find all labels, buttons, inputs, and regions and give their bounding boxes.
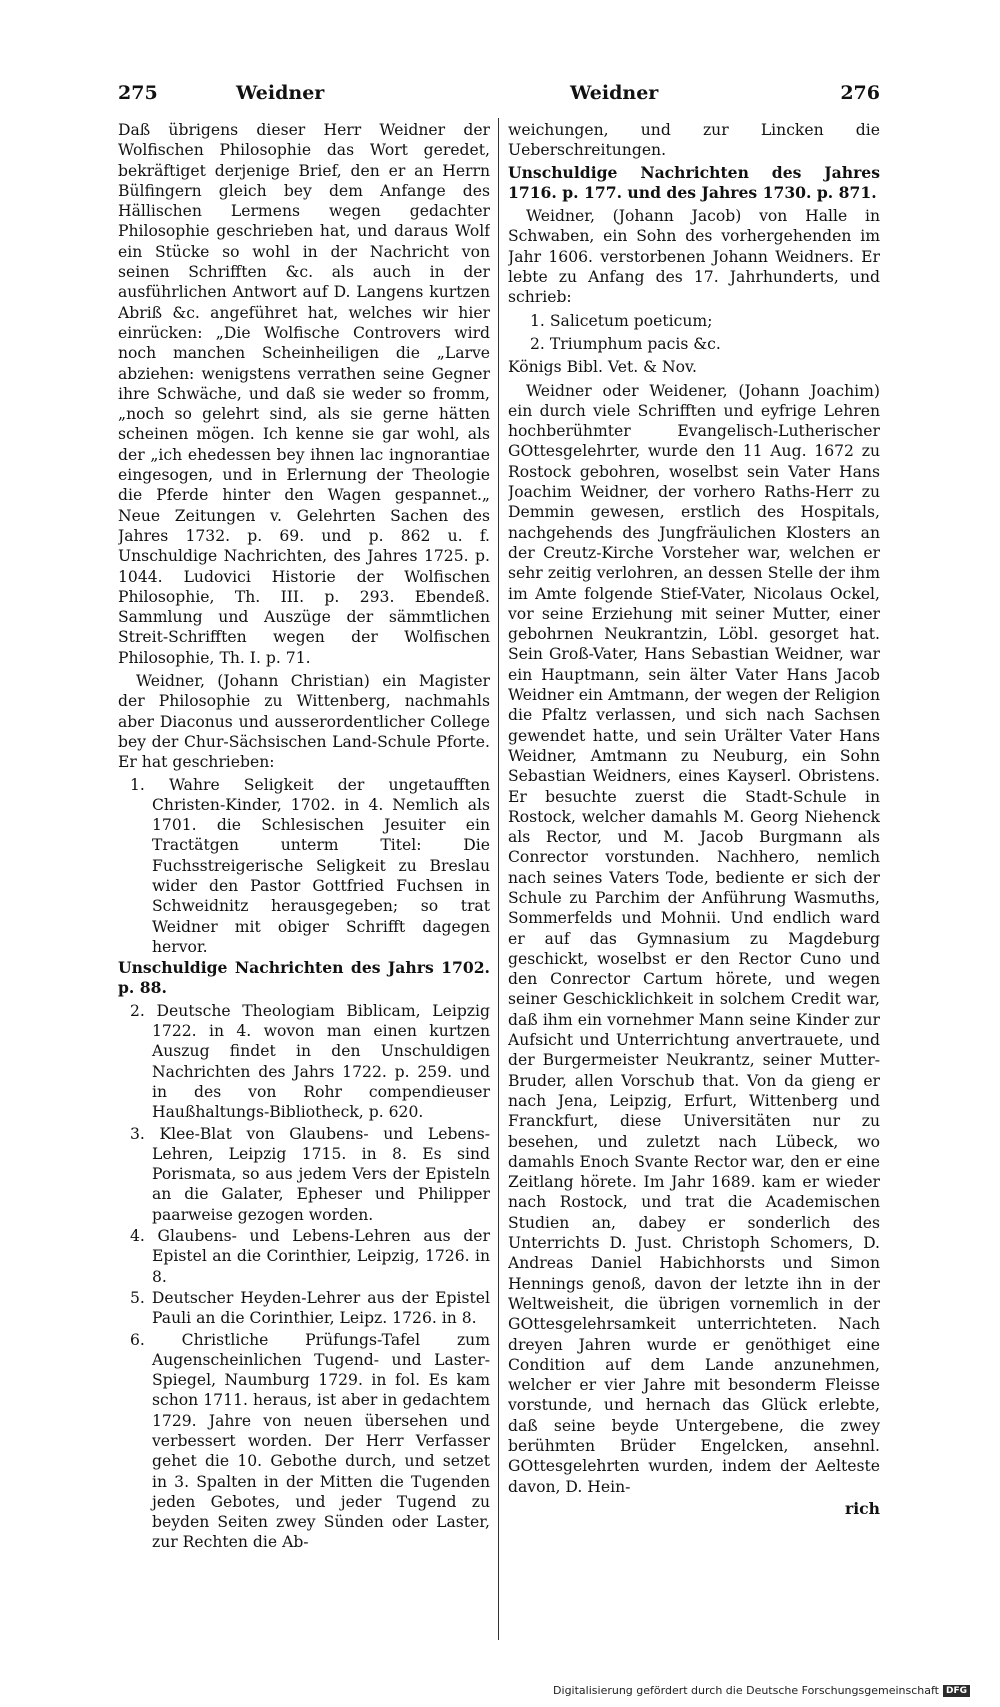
- citation: Unschuldige Nachrichten des Jahrs 1702. p. 88.: [118, 958, 490, 998]
- header-word-right: Weidner: [570, 82, 659, 104]
- list-item: 2. Deutsche Theologiam Biblicam, Leipzig 1722. in 4. wovon man einen kurtzen Auszug findet in den Unschuldigen Nachrichten des Jahrs 1722. p. 259. und in des von Rohr compendieuser Haußhaltungs-Bibliotheck, p. 620.: [130, 1001, 490, 1122]
- paragraph-continuation: weichungen, und zur Lincken die Ueberschreitungen.: [508, 121, 880, 160]
- digitization-credit: [553, 1684, 970, 1697]
- entry-johann-joachim: Weidner oder Weidener, (Johann Joachim) ein durch viele Schrifften und eyfrige Lehren hochberühmter Evangelisch-Lutherischer GOttesgelehrter, wurde den 11 Aug. 1672 zu Rostock gebohren, woselbst sein Vater Hans Joachim Weidner, der vorhero Raths-Herr zu Demmin gewesen, erstlich des Hospitals, nachgehends des Jungfräulichen Klosters an der Creutz-Kirche Vorsteher war, welchen er sehr zeitig verlohren, an dessen Stelle der ihm im Amte folgende Stief-Vater, Nicolaus Ockel, vor seine Erziehung mit seiner Mutter, einer gebohrnen Neukrantzin, Löbl. gesorget hat. Sein Groß-Vater, Hans Sebastian Weidner, war ein Hauptmann, sein älter Vater Hans Jacob Weidner ein Amtmann, der wegen der Religion die Pfaltz verlassen, und sich nach Sachsen gewendet hatte, und sein Urälter Vater Hans Weidner, Amtmann zu Neuburg, ein Sohn Sebastian Weidners, eines Kayserl. Obristens. Er besuchte zuerst die Stadt-Schule in Rostock, welcher damahls M. Georg Niehenck als Rector, und M. Jacob Burgmann als Conrector vorstunden. Nachhero, nemlich nach seines Vaters Tode, bediente er sich der Schule zu Parchim der Anführung Wasmuths, Sommerfelds und Mohnii. Und endlich ward er auf das Gymnasium zu Magdeburg geschickt, woselbst er den Rector Cuno und den Conrector Cartum hörete, und wegen seiner Geschicklichkeit in solchem Credit war, daß ihm ein vornehmer Mann seine Kinder zur Aufsicht und Unterrichtung anvertrauete, und der Burgermeister Neukrantz, seiner Mutter-Bruder, allen Vorschub that. Von da gieng er nach Jena, Leipzig, Erfurt, Wittenberg und Franckfurt, diese Universitäten nur zu besehen, und zuletzt nach Lübeck, wo damahls Enoch Svante Rector war, den er eine Zeitlang hörete. Im Jahr 1689. kam er wieder nach Rostock, und trat die Academischen Studien an, dabey er sonderlich des Unterrichts D. Just. Christoph Schomers, D. Andreas Daniel Habichhorsts und Simon Hennings genoß, davon der letzte ihn in der Weltweisheit, die übrigen vornemlich in der GOttesgelehrsamkeit unterrichteten. Nach dreyen Jahren wurde er genöthiget eine Condition auf dem Lande anzunehmen, welcher er vier Jahre mit besonderm Fleisse vorstunde, und hernach das Glück erlebte, daß seine beyde Untergebene, die zwey berühmten Brüder Engelcken, ansehnl. GOttesgelehrten wurden, indem der Aelteste davon, D. Hein-: [508, 381, 880, 1496]
- right-column: [508, 120, 880, 1665]
- works-list-johann-jacob: [508, 311, 880, 355]
- catchword: rich: [845, 1498, 880, 1518]
- works-list-continued: [118, 1001, 490, 1553]
- works-list-johann-christian: [118, 775, 490, 958]
- list-item: 2. Triumphum pacis &c.: [530, 334, 721, 353]
- list-item: 6. Christliche Prüfungs-Tafel zum Augenscheinlichen Tugend- und Laster-Spiegel, Naumburg 1729. in fol. Es kam schon 1711. heraus, ist aber in gedachtem 1729. Jahre von neuen übersehen und verbessert worden. Der Herr Verfasser gehet die 10. Gebothe durch, und setzet in 3. Spalten in der Mitten die Tugenden jeden Gebotes, und jeder Tugend zu beyden Seiten zwey Sünden oder Laster, zur Rechten die Ab-: [130, 1330, 490, 1552]
- running-header: [118, 82, 880, 112]
- credit-text: Digitalisierung gefördert durch die Deutsche Forschungsgemeinschaft: [553, 1684, 939, 1697]
- entry-johann-jacob: Weidner, (Johann Jacob) von Halle in Schwaben, ein Sohn des vorhergehenden im Jahr 1606. verstorbenen Johann Weidners. Er lebte zu Anfang des 17. Jahrhunderts, und schrieb:: [508, 207, 880, 307]
- page-number-left: 275: [118, 82, 158, 104]
- paragraph-wolf-controversy: Daß übrigens dieser Herr Weidner der Wolfischen Philosophie das Wort geredet, bekräftiget derjenige Brief, den er an Herrn Bülfingern gleich bey dem Anfange des Hällischen Lermens wegen gedachter Philosophie geschrieben hat, und daraus Wolf ein Stücke so wohl in der Nachricht von seinen Schrifften &c. als auch in der ausführlichen Antwort auf D. Langens kurtzen Abriß &c. angeführet hat, welches wir hier einrücken: „Die Wolfische Controvers wird noch manchen Scheinheiligen die „Larve abziehen: wenigstens verrathen seine Gegner ihre Schwäche, und daß sie weder so fromm, „noch so gelehrt sind, als sie gerne hätten scheinen mögen. Ich kenne sie gar wohl, als der „ich ehedessen bey ihnen lac ingnorantiae eingesogen, und in Erlernung der Theologie die Pferde hinter den Wagen gespannet.„ Neue Zeitungen v. Gelehrten Sachen des Jahres 1732. p. 69. und p. 862 u. f. Unschuldige Nachrichten, des Jahres 1725. p. 1044. Ludovici Historie der Wolfischen Philosophie, Th. III. p. 293. Ebendeß. Sammlung und Auszüge der sämmtlichen Streit-Schrifften wegen der Wolfischen Philosophie, Th. I. p. 71.: [118, 121, 490, 667]
- list-item: 5. Deutscher Heyden-Lehrer aus der Epistel Pauli an die Corinthier, Leipz. 1726. in 8.: [130, 1288, 490, 1328]
- entry-johann-christian: Weidner, (Johann Christian) ein Magister der Philosophie zu Wittenberg, nachmahls aber Diaconus und ausserordentlicher College bey der Chur-Sächsischen Land-Schule Pforte. Er hat geschrieben:: [118, 672, 490, 772]
- list-item: 3. Klee-Blat von Glaubens- und Lebens-Lehren, Leipzig 1715. in 8. Es sind Porismata, so aus jedem Vers der Episteln an die Galater, Epheser und Philipper paarweise gezogen worden.: [130, 1124, 490, 1224]
- list-item: 4. Glaubens- und Lebens-Lehren aus der Epistel an die Corinthier, Leipzig, 1726. in 8.: [130, 1227, 490, 1286]
- dfg-logo: DFG: [943, 1685, 970, 1697]
- left-column: [118, 120, 490, 1665]
- citation: Unschuldige Nachrichten des Jahres 1716. p. 177. und des Jahres 1730. p. 871.: [508, 162, 880, 202]
- header-word-left: Weidner: [236, 82, 325, 104]
- column-divider: [498, 118, 499, 1640]
- list-item: 1. Salicetum poeticum;: [530, 311, 713, 330]
- page-number-right: 276: [840, 82, 880, 104]
- citation: Königs Bibl. Vet. & Nov.: [508, 358, 697, 377]
- list-item: 1. Wahre Seligkeit der ungetaufften Christen-Kinder, 1702. in 4. Nemlich als 1701. die Schlesischen Jesuiter ein Tractätgen unterm Titel: Die Fuchsstreigerische Seligkeit zu Breslau wider den Pastor Gottfried Fuchsen in Schweidnitz herausgegeben; so trat Weidner mit obiger Schrifft dagegen hervor.: [130, 775, 490, 956]
